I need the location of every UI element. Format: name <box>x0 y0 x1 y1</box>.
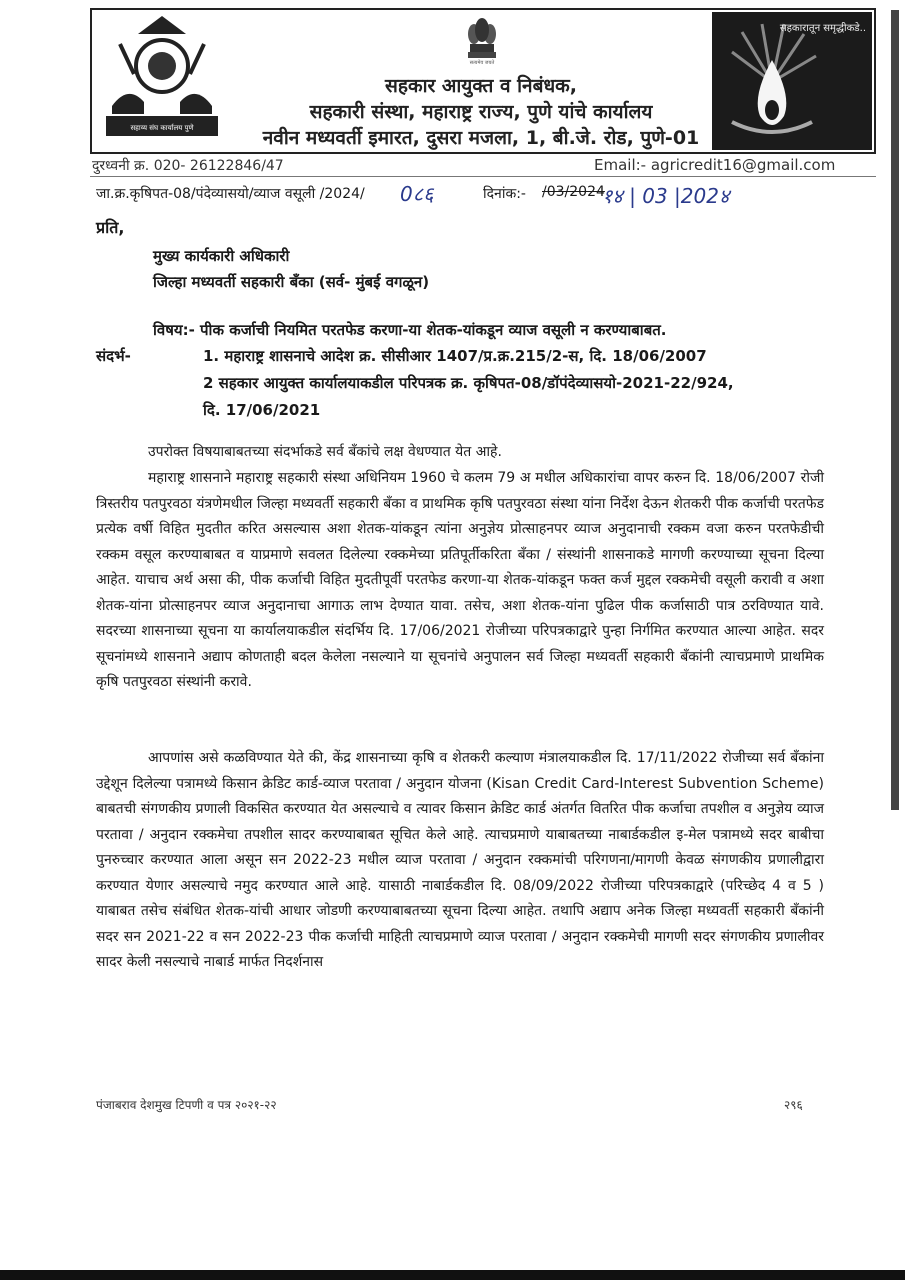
subject-line: विषय:- पीक कर्जाची नियमित परतफेड करणा-या शेतक-यांकडून व्याज वसूली न करण्याबाबत. <box>153 321 667 339</box>
recipient-title: मुख्य कार्यकारी अधिकारी <box>153 247 290 265</box>
phone-number: दुरध्वनी क्र. 020- 26122846/47 <box>92 158 284 174</box>
emblem-motto: सत्यमेव जयते <box>469 60 495 66</box>
header-divider <box>90 176 876 177</box>
office-title-line2: सहकारी संस्था, महाराष्ट्र राज्य, पुणे यांचे कार्यालय <box>309 101 653 123</box>
body-paragraph-2: महाराष्ट्र शासनाने महाराष्ट्र सहकारी संस्था अधिनियम 1960 चे कलम 79 अ मधील अधिकारांचा वापर करुन दि. 18/06/2007 रोजी त्रिस्तरीय पतपुरवठा यंत्रणेमधील जिल्हा मध्यवर्ती सहकारी बँका व प्राथमिक कृषि पतपुरवठा संस्था यांना निर्देश देऊन शेतकरी पीक कर्जाची परतफेड प्रत्येक वर्षी विहित मुदतीत करित असल्यास अशा शेतक-यांकडून त्यांना अनुज्ञेय प्रोत्साहनपर व्याज अनुदानाची रक्कम वजा करुन परतफेडीची रक्कम वसूल करण्याबाबत व याप्रमाणे सवलत दिलेल्या रक्कमेच्या प्रतिपूर्तीकरिता बँका / संस्थांनी शासनाकडे मागणी करण्याच्या सूचना दिल्या आहेत. याचाच अर्थ असा की, पीक कर्जाची विहित मुदतीपूर्वी परतफेड करणा-या शेतक-यांकडून फक्त कर्ज मुद्दल रक्कमेची वसूली करावी व अशा शेतक-यांना प्रोत्साहनपर व्याज अनुदानाचा आगाऊ लाभ देण्यात यावा. तसेच, अशा शेतक-यांना पुढिल पीक कर्जासाठी पात्र ठरविण्यात यावे. सदरच्या शासनाच्या सूचना या कार्यालयाकडील संदर्भिय दि. 17/06/2021 रोजीच्या परिपत्रकाद्वारे पुन्हा निर्गमित करण्यात आल्या आहेत. सदर सूचनांमध्ये शासनाने अद्याप कोणताही बदल केलेला नसल्याने या सूचनांचे अनुपालन सर्व जिल्हा मध्यवर्ती सहकारी बँकांनी त्याचप्रमाणे प्राथमिक कृषि पतपुरवठा संस्थांनी करावे. <box>96 470 824 690</box>
body-paragraph-1: उपरोक्त विषयाबाबतच्या संदर्भाकडे सर्व बँकांचे लक्ष वेधण्यात येत आहे. <box>148 444 502 460</box>
left-logo-caption: सहाय्य संघ कार्यालय पुणे <box>130 124 194 132</box>
email-address: Email:- agricredit16@gmail.com <box>594 156 836 174</box>
national-emblem-icon <box>462 14 502 62</box>
cooperative-department-logo <box>98 14 226 144</box>
reference-item-1: 1. महाराष्ट्र शासनाचे आदेश क्र. सीसीआर 1407/प्र.क्र.215/2-स, दि. 18/06/2007 <box>203 347 707 365</box>
date-handwritten: १४ | 03 |202४ <box>602 184 730 208</box>
date-label: दिनांक:- <box>483 186 526 202</box>
reference-item-2: 2 सहकार आयुक्त कार्यालयाकडील परिपत्रक क्र. कृषिपत-08/डॉपंदेव्यासयो-2021-22/924, <box>203 374 734 392</box>
footer-notebook-title: पंजाबराव देशमुख टिपणी व पत्र २०२१-२२ <box>96 1098 277 1112</box>
reference-number-prefix: जा.क्र.कृषिपत-08/पंदेव्यासयो/व्याज वसूली /2024/ <box>96 186 365 202</box>
office-address: नवीन मध्यवर्ती इमारत, दुसरा मजला, 1, बी.जे. रोड, पुणे-01 <box>262 127 700 149</box>
date-struck: /03/2024 <box>542 184 605 200</box>
footer-page-number: २९६ <box>784 1098 803 1112</box>
right-logo-slogan: सहकारातून समृद्धीकडे.. <box>779 23 866 34</box>
body-paragraph-3: आपणांस असे कळविण्यात येते की, केंद्र शासनाच्या कृषि व शेतकरी कल्याण मंत्रालयाकडील दि. 17/11/2022 रोजीच्या सर्व बँकांना उद्देशून दिलेल्या पत्रामध्ये किसान क्रेडिट कार्ड-व्याज परतावा / अनुदान योजना (Kisan Credit Card-Interest Subvention Scheme) बाबतची संगणकीय प्रणाली विकसित करण्यात येत असल्याचे व त्यावर किसान क्रेडिट कार्ड अंतर्गत वितरित पीक कर्जाचा तपशील व अनुज्ञेय व्याज परतावा / अनुदान रक्कमेचा तपशील सादर करण्याबाबत सूचित केले आहे. त्याचप्रमाणे याबाबतच्या नाबार्डकडील इ-मेल पत्रामध्ये सदर बाबीचा पुनरुच्चार करण्यात आला असून सन 2022-23 मधील व्याज परतावा / अनुदान रक्कमांची परिगणना/मागणी केवळ संगणकीय प्रणालीद्वारा करण्यात येणार असल्याचे नमुद करण्यात आले आहे. यासाठी नाबार्डकडील दि. 08/09/2022 रोजीच्या परिपत्रकाद्वारे (परिच्छेद 4 व 5 ) याबाबत तसेच संबंधित शेतक-यांची आधार जोडणी करण्याबाबतच्या सूचना दिल्या आहेत. तथापि अद्याप अनेक जिल्हा मध्यवर्ती सहकारी बँकांनी सदर सन 2021-22 व सन 2022-23 पीक कर्जाची माहिती त्याचप्रमाणे व्याज परतावा / अनुदान रक्कमेची मागणी सदर संगणकीय प्रणालीवर सादर केली नसल्याचे नाबार्ड मार्फत निदर्शनास <box>96 750 824 970</box>
office-title-line1: सहकार आयुक्त व निबंधक, <box>385 75 577 97</box>
scan-edge-shadow <box>891 10 899 810</box>
recipient-organisation: जिल्हा मध्यवर्ती सहकारी बँका (सर्व- मुंबई वगळून) <box>153 273 430 291</box>
salutation: प्रति, <box>96 218 125 237</box>
references-label: संदर्भ- <box>96 347 131 365</box>
scan-bottom-edge <box>0 1270 905 1280</box>
reference-item-2-date: दि. 17/06/2021 <box>203 401 321 419</box>
cooperative-logo-right <box>712 12 872 150</box>
reference-number-handwritten: 0८६ <box>400 182 434 206</box>
